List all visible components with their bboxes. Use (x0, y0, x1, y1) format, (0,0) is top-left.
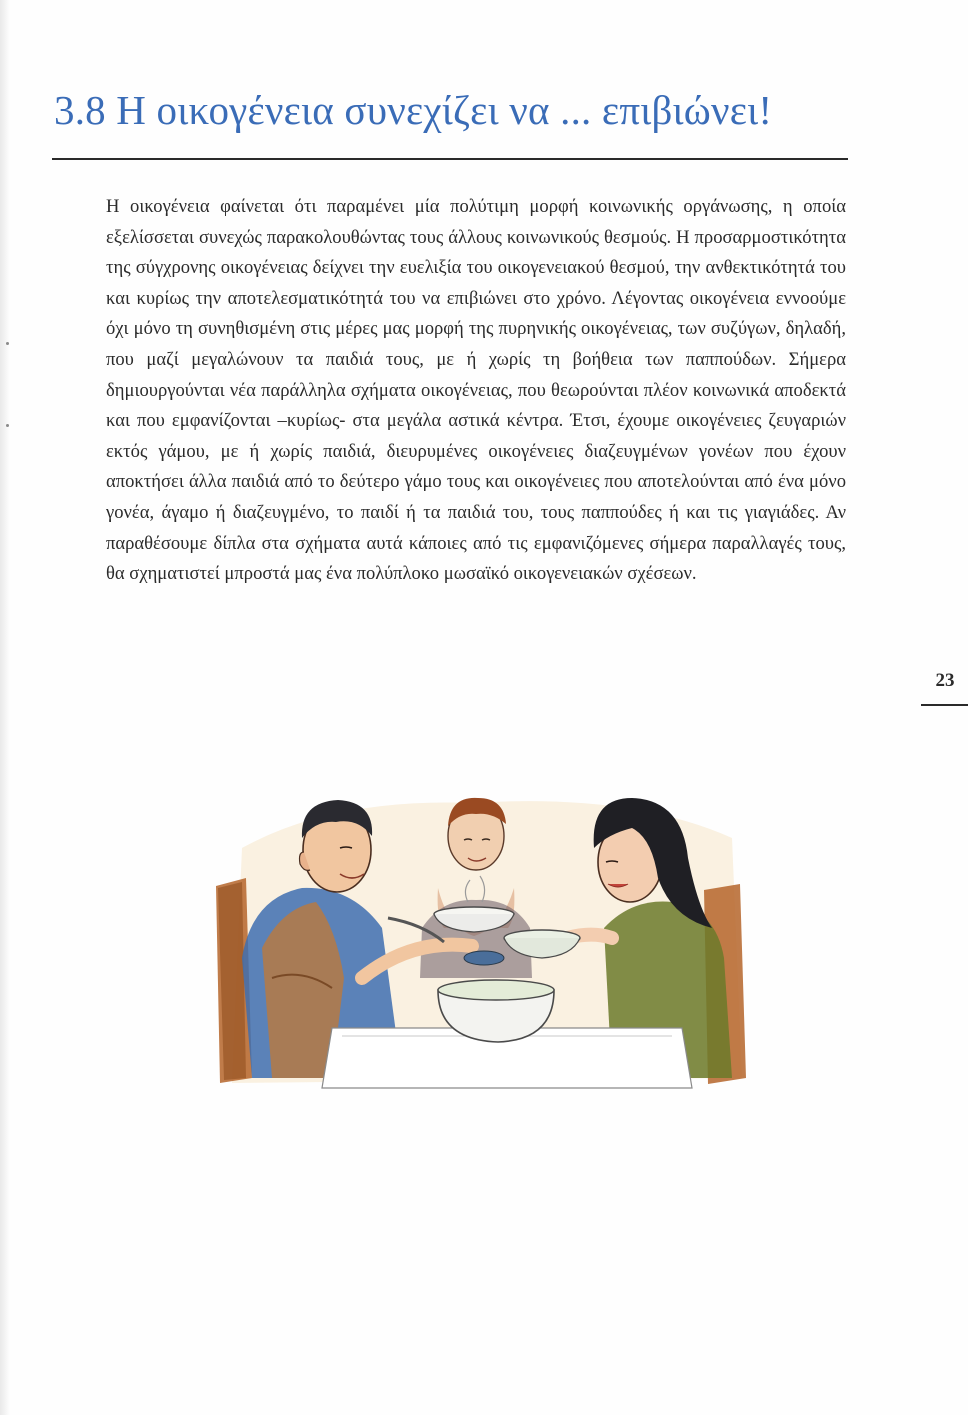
title-underline (52, 158, 848, 160)
page-number: 23 (935, 670, 955, 691)
family-dinner-illustration (212, 778, 748, 1094)
scan-speck (6, 342, 9, 345)
section-title: 3.8 Η οικογένεια συνεχίζει να ... επιβιώνει! (54, 87, 773, 133)
scan-speck (6, 424, 9, 427)
body-paragraph: Η οικογένεια φαίνεται ότι παραμένει μία πολύτιμη μορφή κοινωνικής οργάνωσης, η οποία εξελίσσεται συνεχώς παρακολουθώντας τους άλλους κοινωνικούς θεσμούς. Η προσαρμοστικότητα της σύγχρονης οικογένειας δείχνει την ευελιξία του οικογενειακού θεσμού, την ανθεκτικότητά του και κυρίως την αποτελεσματικότητά του να επιβιώνει στο χρόνο. Λέγοντας οικογένεια εννοούμε όχι μόνο τη συνηθισμένη στις μέρες μας μορφή της πυρηνικής οικογένειας, των συζύγων, δηλαδή, που μαζί μεγαλώνουν τα παιδιά τους, με ή χωρίς τη βοήθεια των παππούδων. Σήμερα δημιουργούνται νέα παράλληλα σχήματα οικογένειας, που θεωρούνται πλέον κοινωνικά αποδεκτά και που εμφανίζονται –κυρίως- στα μεγάλα αστικά κέντρα. Έτσι, έχουμε οικογένειες ζευγαριών εκτός γάμου, με ή χωρίς παιδιά, διευρυμένες οικογένειες διαζευγμένων γονέων που έχουν αποκτήσει άλλα παιδιά από το δεύτερο γάμο τους και οικογένειες που αποτελούνται από ένα μόνο γονέα, άγαμο ή διαζευγμένο, το παιδί ή τα παιδιά του, τους παππούδες ή και τις γιαγιάδες. Αν παραθέσουμε δίπλα στα σχήματα αυτά κάποιες από τις εμφανιζόμενες σήμερα παραλλαγές τους, θα σχηματιστεί μπροστά μας ένα πολύπλοκο μωσαϊκό οικογενειακών σχέσεων. (106, 196, 846, 585)
page-number-underline (921, 704, 968, 706)
scan-edge-shadow (0, 0, 10, 1415)
